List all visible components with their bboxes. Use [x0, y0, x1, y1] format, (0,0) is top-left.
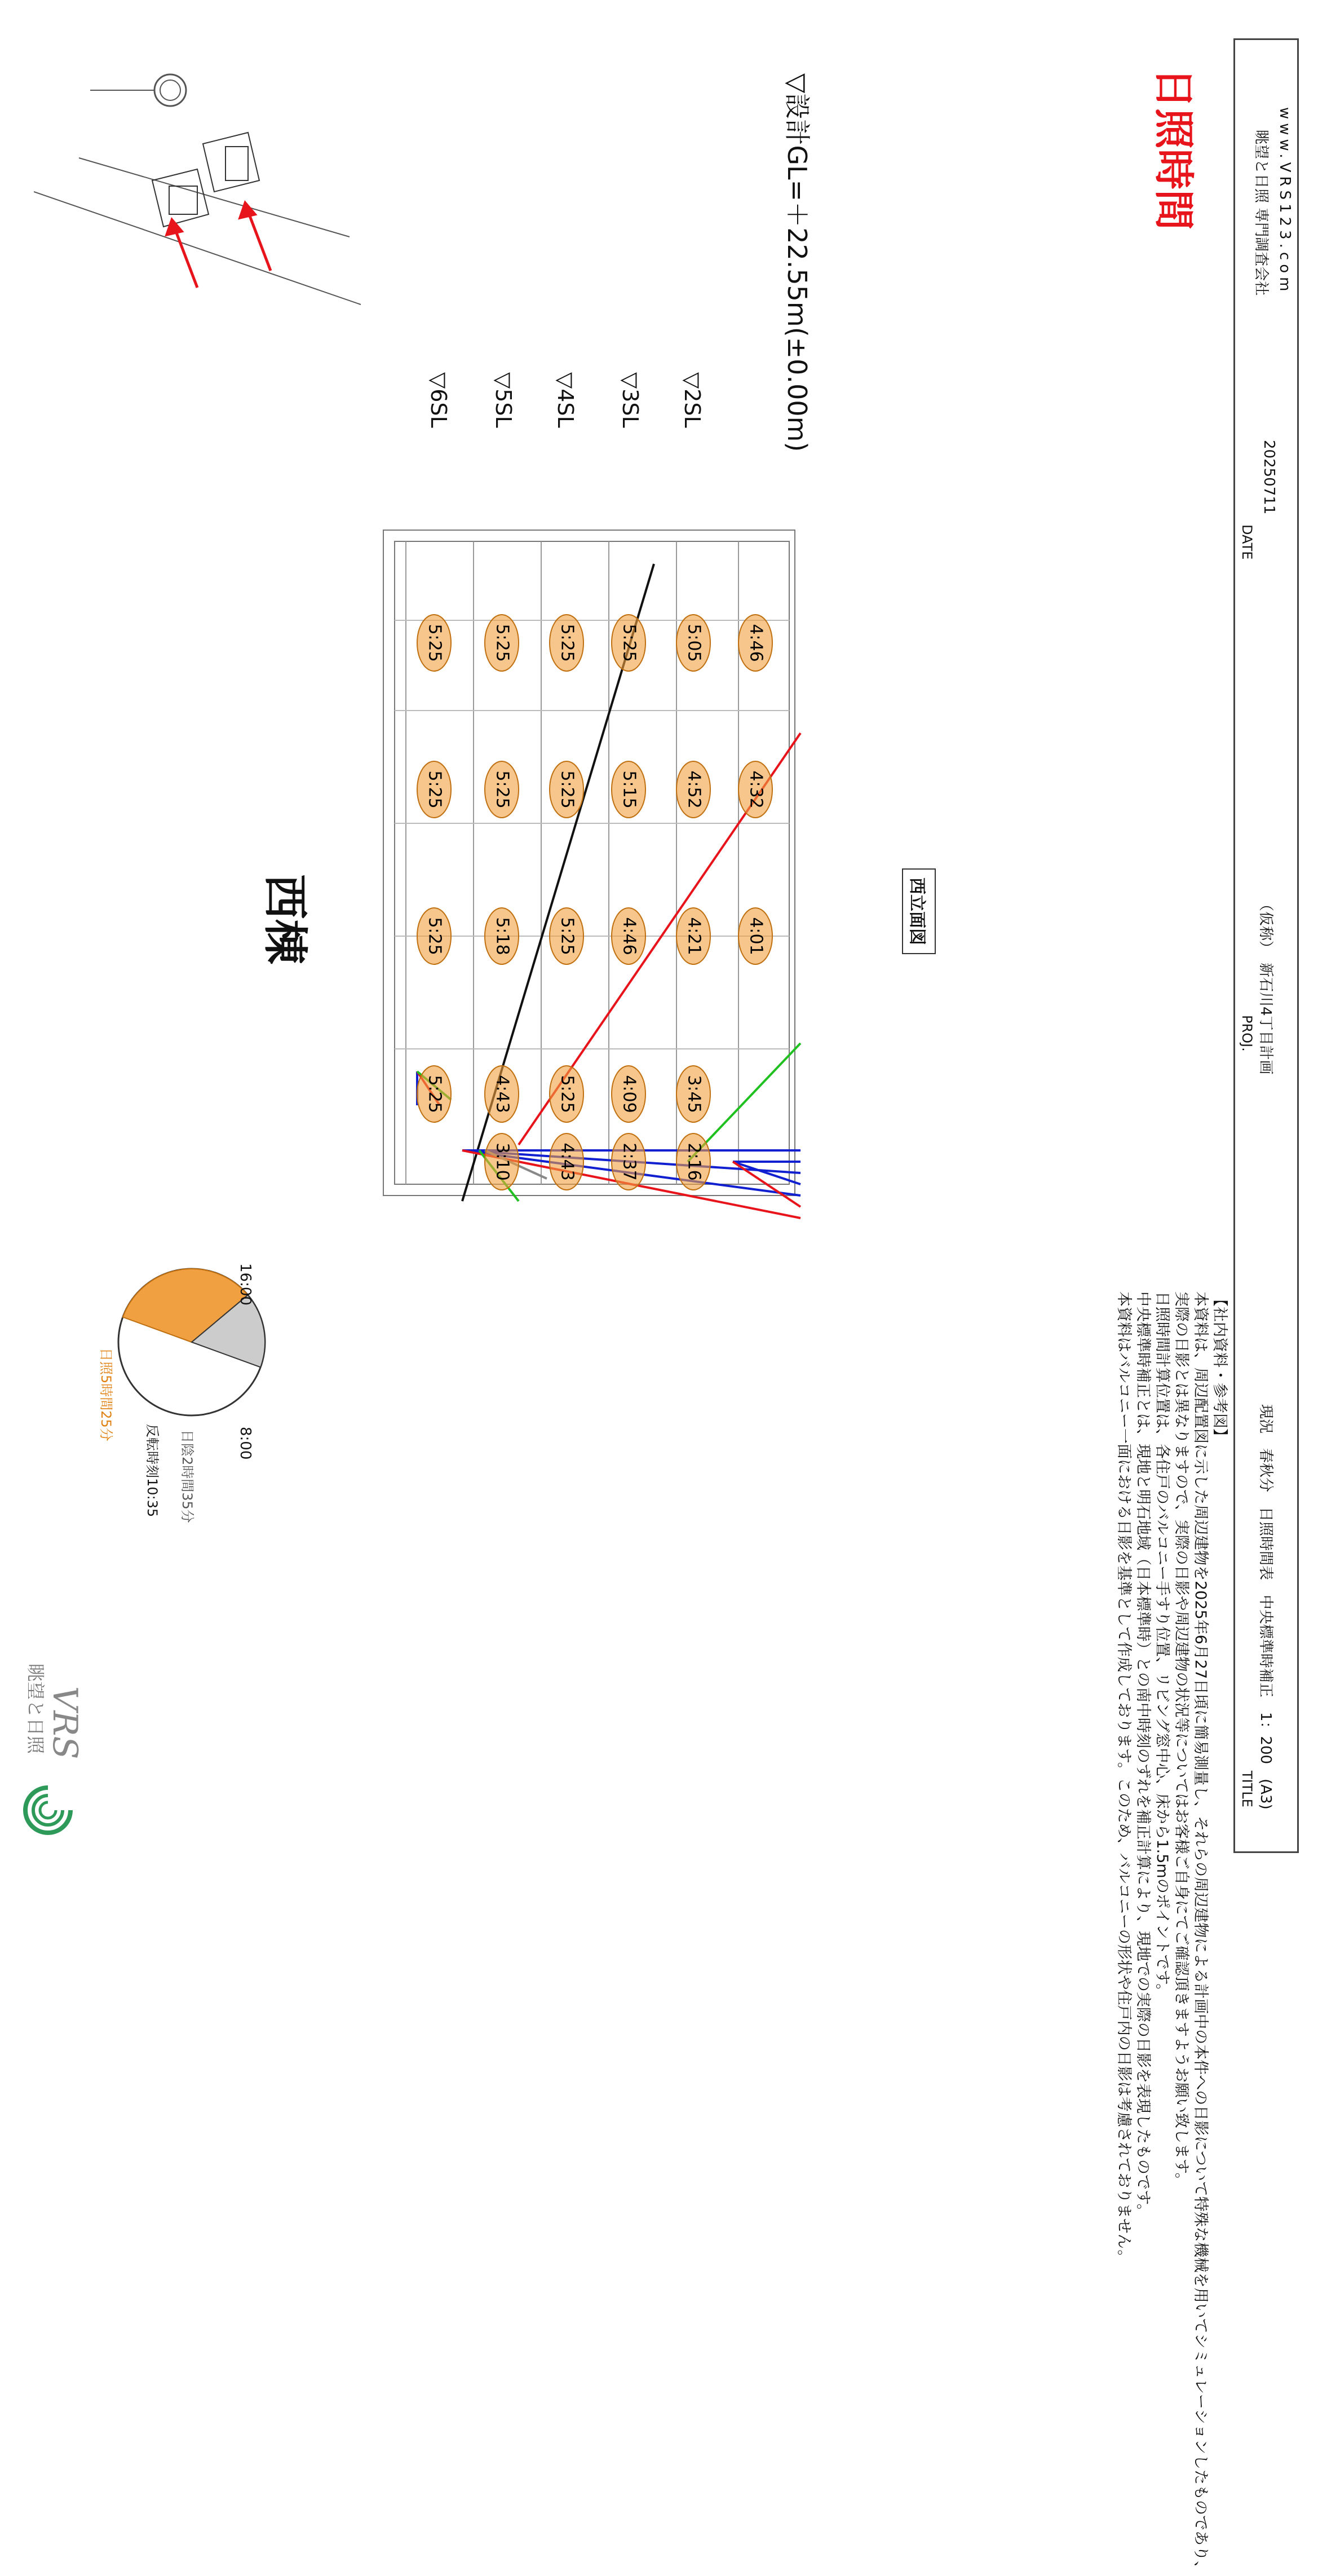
level-label-2: ▽4SL — [553, 372, 578, 428]
hours-value: 5:15 — [619, 770, 639, 809]
stamp-title: 日照時間 — [1150, 68, 1197, 231]
level-label-gl: ▽設計GL=＋22.55m(±0.00m) — [782, 73, 812, 452]
hours-value: 4:21 — [684, 917, 704, 955]
level-label-0: ▽6SL — [426, 372, 451, 428]
brand-name: 眺望と日照 — [25, 1664, 46, 1754]
north-arrow-icon — [90, 74, 186, 106]
hours-value: 4:52 — [684, 770, 704, 809]
notes-heading: 【社内資料・参考図】 — [1211, 1291, 1228, 1444]
hours-value: 5:25 — [557, 624, 577, 662]
title-label: TITLE — [1239, 1771, 1255, 1807]
elevation-drawing — [372, 508, 834, 1274]
brand-name-en: VRS — [45, 1686, 85, 1759]
shade-hours-label: 日陰2時間35分 — [179, 1430, 195, 1523]
level-label-1: ▽5SL — [491, 372, 516, 428]
hours-value: 5:25 — [557, 1075, 577, 1113]
hours-value: 5:25 — [424, 624, 445, 662]
note-line-5: 本資料はバルコニー一面における日影を基準として作成しております。このため、バルコニーの形状や住戸内の日影は考慮されておりません。 — [1115, 1291, 1133, 2265]
sun-hours-label: 日照5時間25分 — [98, 1348, 114, 1441]
hours-value: 5:18 — [492, 917, 512, 955]
date-value: 20250711 — [1260, 440, 1277, 515]
vrs-logo-icon — [23, 1782, 73, 1838]
hours-value: 4:43 — [557, 1143, 577, 1181]
hours-value: 4:09 — [619, 1075, 639, 1113]
hours-value: 4:01 — [746, 917, 766, 955]
clock-start-label: 8:00 — [237, 1427, 254, 1460]
sun-direction-arrow-icon — [167, 203, 271, 288]
hours-value: 3:45 — [684, 1075, 704, 1113]
company-name: 眺望と日照 専門調査会社 — [1253, 130, 1270, 296]
hours-value: 5:05 — [684, 624, 704, 662]
proj-label: PROJ. — [1239, 1015, 1255, 1052]
note-line-2: 実際の日影とは異なりますので、実際の日影や周辺建物の状況等についてはお客様ご自身にてご確認頂きますようお願い致します。 — [1173, 1291, 1190, 2188]
hours-value: 4:43 — [492, 1075, 512, 1113]
hours-value: 4:32 — [746, 770, 766, 809]
building-title: 西棟 — [259, 874, 311, 964]
company-url: www.VRS123.com — [1276, 107, 1293, 295]
level-label-3: ▽3SL — [618, 372, 643, 428]
hours-value: 5:25 — [492, 624, 512, 662]
view-label: 西立面図 — [902, 868, 936, 954]
hours-value: 5:25 — [557, 917, 577, 955]
date-label: DATE — [1239, 524, 1255, 560]
note-line-1: 本資料は、周辺配置図に示した周辺建物を2025年6月27日頃に簡易測量し、それらの周辺建物による計画中の本件への日影について特殊な機械を用いてシミュレーションしたものであり、 — [1192, 1291, 1209, 2576]
facade-grid — [395, 541, 789, 1184]
hours-value: 5:25 — [492, 770, 512, 809]
hours-value: 2:37 — [619, 1143, 639, 1181]
hours-value: 3:10 — [492, 1143, 512, 1181]
hours-value: 5:25 — [424, 770, 445, 809]
hours-value: 5:25 — [619, 624, 639, 662]
hours-value: 4:46 — [746, 624, 766, 662]
hours-value: 5:25 — [424, 1075, 445, 1113]
hours-value: 5:25 — [557, 770, 577, 809]
brand-logo — [23, 1782, 73, 1838]
clock-end-label: 16:00 — [237, 1263, 254, 1305]
hours-value: 2:16 — [684, 1143, 704, 1181]
clock-legend — [101, 1252, 282, 1432]
turn-time-label: 反転時刻10:35 — [144, 1424, 160, 1518]
hours-value: 5:25 — [424, 917, 445, 955]
hours-cells — [417, 615, 772, 1190]
title-value: 現況 春秋分 日照時間表 中央標準時補正 1：200 (A3) — [1257, 1404, 1274, 1810]
note-line-3: 日照時間計算位置は、各住戸のバルコニー手すり位置、リビング窓中心、床から1.5mのポイントです。 — [1153, 1291, 1171, 1999]
notes-block — [1114, 1291, 1229, 2576]
level-label-4: ▽2SL — [680, 372, 705, 428]
proj-value: （仮称） 新石川4丁目計画 — [1257, 897, 1274, 1075]
hours-value: 4:46 — [619, 917, 639, 955]
site-plan — [34, 68, 383, 327]
note-line-4: 中央標準時補正とは、現地と明石地域（日本標準時）との南中時刻のずれを補正計算により、現地での実際の日影を表現したものです。 — [1134, 1291, 1152, 2219]
